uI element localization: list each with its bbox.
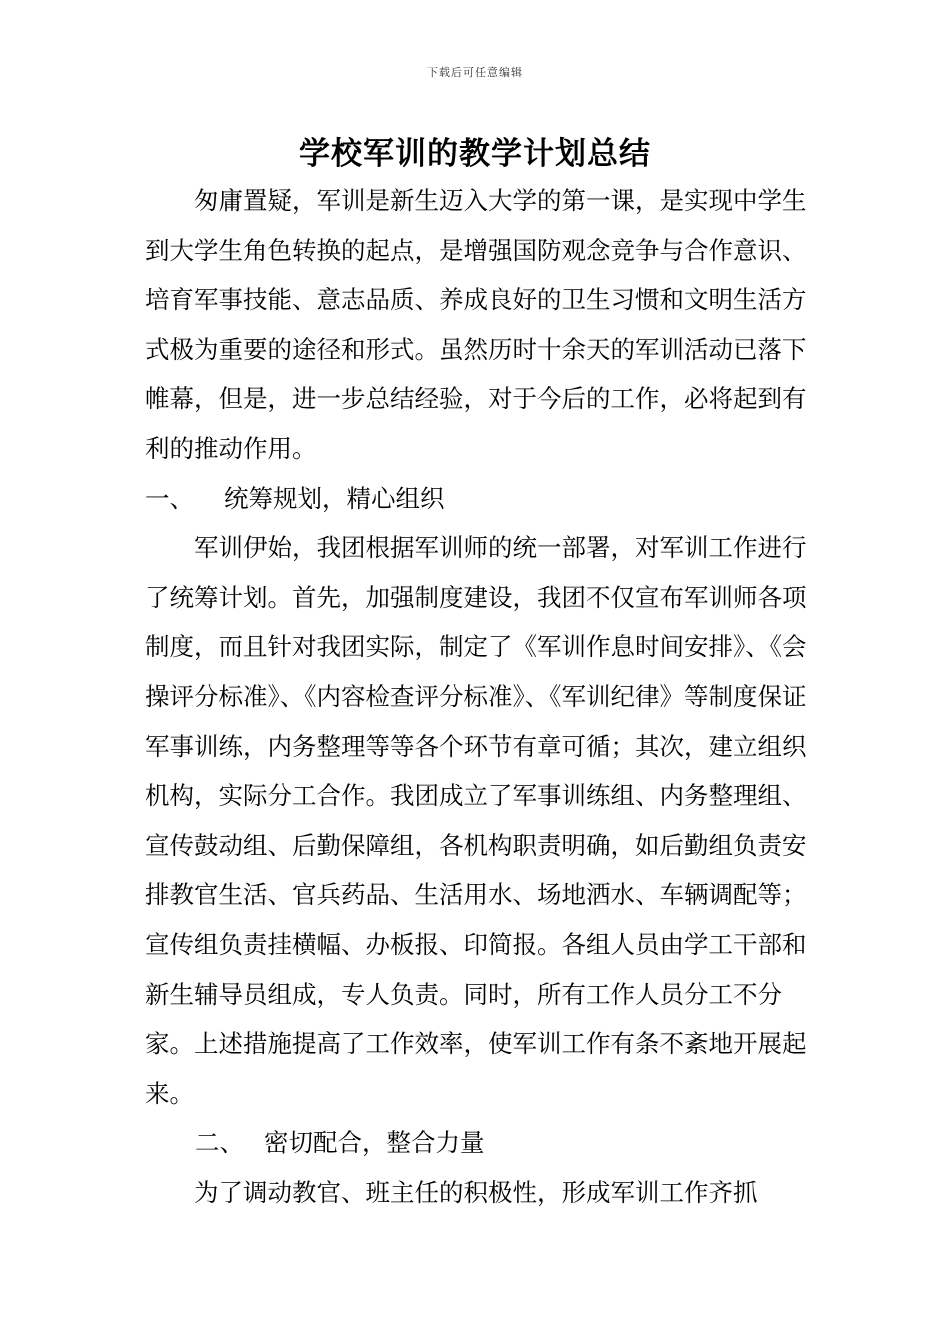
section-heading-1 xyxy=(145,474,807,524)
section-heading-2 xyxy=(145,1118,807,1168)
section-number: 一、 xyxy=(145,483,194,513)
paragraph-intro: 匆庸置疑，军训是新生迈入大学的第一课，是实现中学生到大学生角色转换的起点，是增强国防观念竞争与合作意识、培育军事技能、意志品质、养成良好的卫生习惯和文明生活方式极为重要的途径和形式。虽然历时十余天的军训活动已落下帷幕，但是，进一步总结经验，对于今后的工作，必将起到有利的推动作用。 xyxy=(145,186,807,463)
document-body xyxy=(145,176,807,1217)
section-title: 统筹规划，精心组织 xyxy=(224,483,445,513)
paragraph-cooperation: 为了调动教官、班主任的积极性，形成军训工作齐抓 xyxy=(194,1177,758,1207)
page-title: 学校军训的教学计划总结 xyxy=(299,136,651,172)
section-number: 二、 xyxy=(195,1128,244,1158)
header-note: 下载后可任意编辑 xyxy=(427,66,523,79)
paragraph-planning: 军训伊始，我团根据军训师的统一部署，对军训工作进行了统筹计划。首先，加强制度建设，我团不仅宣布军训师各项制度，而且针对我团实际，制定了《军训作息时间安排》、《会操评分标准》、《内容检查评分标准》、《军训纪律》等制度保证军事训练，内务整理等等各个环节有章可循；其次，建立组织机构，实际分工合作。我团成立了军事训练组、内务整理组、宣传鼓动组、后勤保障组，各机构职责明确，如后勤组负责安排教官生活、官兵药品、生活用水、场地洒水、车辆调配等；宣传组负责挂横幅、办板报、印简报。各组人员由学工干部和新生辅导员组成，专人负责。同时，所有工作人员分工不分家。上述措施提高了工作效率，使军训工作有条不紊地开展起来。 xyxy=(145,533,807,1108)
section-title: 密切配合，整合力量 xyxy=(264,1128,485,1158)
